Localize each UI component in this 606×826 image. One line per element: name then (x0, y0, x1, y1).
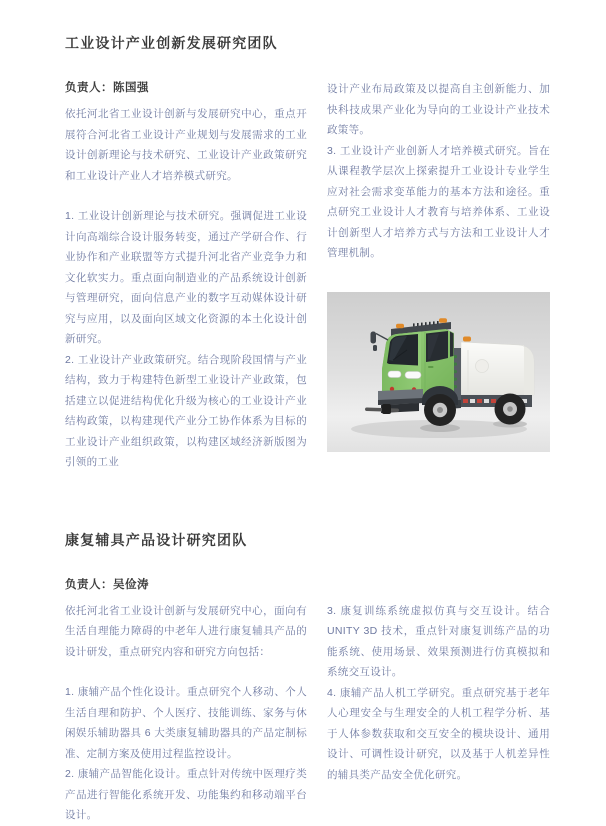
sweeper-truck-render-graphic (327, 292, 550, 452)
sweeper-truck-image (327, 292, 550, 452)
right-column (327, 601, 550, 786)
leader-label: 负责人： (65, 82, 113, 94)
research-item-1: 1. 康辅产品个性化设计。重点研究个人移动、个人生活自理和防护、个人医疗、技能训练、家务与休闲娱乐辅助器具 6 大类康复辅助器具的产品定制标准、定制方案及使用过程监控设计。 (65, 686, 307, 760)
left-column (65, 79, 307, 473)
team-leader-line (65, 79, 307, 97)
section-industrial-design-team (65, 33, 550, 473)
research-item-4: 4. 康辅产品人机工学研究。重点研究基于老年人心理安全与生理安全的人机工程学分析、基于人体参数获取和交互安全的模块设计、通用设计、可调性设计研究，以及基于人机差异性的辅具类产品安全优化研究。 (327, 686, 550, 781)
leader-name: 吴俭涛 (113, 578, 149, 591)
team-intro-paragraph: 依托河北省工业设计创新与发展研究中心，重点开展符合河北省工业设计产业规划与发展需求的工业设计创新理论与技术研究、工业设计产业政策研究和工业设计产业人才培养模式研究。 (65, 108, 307, 182)
leader-label: 负责人： (65, 578, 113, 591)
left-column (65, 576, 307, 826)
research-item-3: 3. 工业设计产业创新人才培养模式研究。旨在从课程教学层次上探索提升工业设计专业学生应对社会需求变革能力的基本方法和途径。重点研究工业设计人才教育与培养体系、工业设计创新型人才培养方式与方法和工业设计人才管理机制。 (327, 144, 550, 259)
team-leader-line (65, 576, 307, 594)
section-rehab-assistive-team (65, 530, 550, 826)
leader-name: 陈国强 (113, 82, 149, 94)
research-item-2: 2. 工业设计产业政策研究。结合现阶段国情与产业结构，致力于构建特色新型工业设计产业政策，包括建立以促进结构优化升级为核心的工业设计产业结构政策，以构建现代产业分工协作体系为目标的工业设计产业组织政策，以构建区域经济新版图为引领的工业 (65, 353, 307, 468)
two-column-layout (65, 576, 550, 826)
section-title: 康复辅具产品设计研究团队 (65, 531, 248, 548)
two-column-layout (65, 79, 550, 473)
right-column (327, 79, 550, 452)
research-item-3: 3. 康复训练系统虚拟仿真与交互设计。结合 UNITY 3D 技术，重点针对康复训练产品的功能系统、使用场景、效果预测进行仿真模拟和系统交互设计。 (327, 604, 550, 678)
research-item-2: 2. 康辅产品智能化设计。重点针对传统中医理疗类产品进行智能化系统开发、功能集约和移动端平台设计。 (65, 768, 307, 821)
team-intro-paragraph: 依托河北省工业设计创新与发展研究中心，面向有生活自理能力障碍的中老年人进行康复辅具产品的设计研发，重点研究内容和研究方向包括： (65, 604, 307, 658)
research-item-1: 1. 工业设计创新理论与技术研究。强调促进工业设计向高端综合设计服务转变，通过产学研合作、行业协作和产业联盟等方式提升河北省产业竞争力和文化软实力。重点面向制造业的产品系统设计创新与管理研究，面向信息产业的数字互动媒体设计研究与应用，以及面向区域文化资源的本土化设计创新研究。 (65, 210, 307, 345)
research-item-2-continued: 设计产业布局政策及以提高自主创新能力、加快科技成果产业化为导向的工业设计产业技术政策等。 (327, 83, 550, 136)
section-title: 工业设计产业创新发展研究团队 (65, 35, 278, 51)
